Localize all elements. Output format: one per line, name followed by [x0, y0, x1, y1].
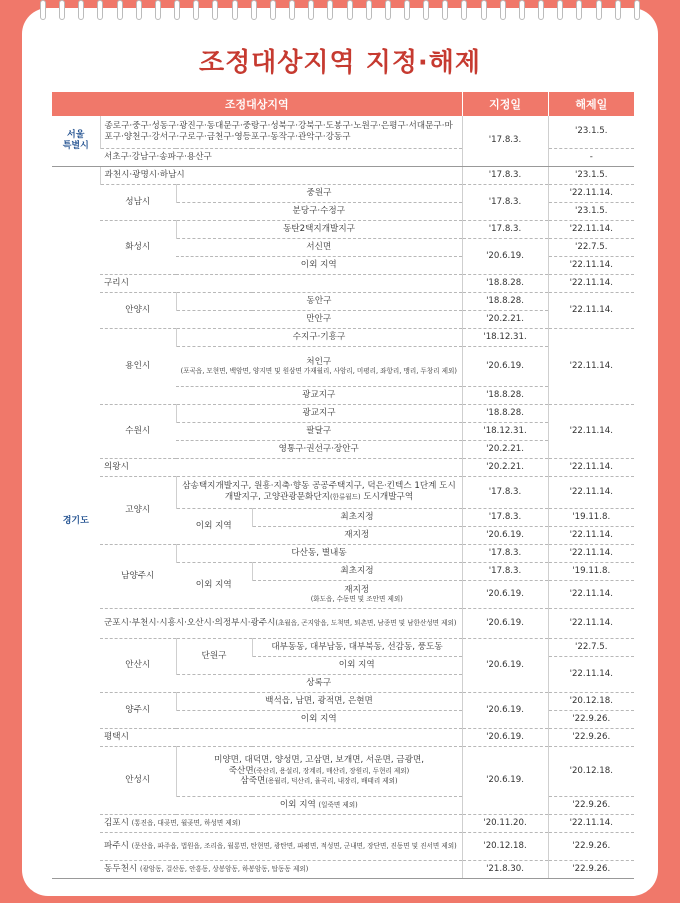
table-header-row — [52, 92, 634, 116]
regulated-area-table — [52, 92, 634, 879]
table-row: 이외 지역 최초지정 '17.8.3. '19.11.8. — [52, 562, 634, 580]
table-row: 고양시 삼송택지개발지구, 원흥·지축·향동 공공주택지구, 덕은·킨텍스 1단계 도시개발지구, 고양관광문화단지(한류월드) 도시개발구역 '17.8.3. '22.11.14. — [52, 476, 634, 508]
table-row: 동두천시 (광암동, 걸산동, 안흥동, 상봉암동, 하봉암동, 탑동동 제외) '21.8.30. '22.9.26. — [52, 860, 634, 878]
header-designated: 지정일 — [462, 92, 548, 116]
table-row: 이외 지역 최초지정 '17.8.3. '19.11.8. — [52, 508, 634, 526]
region-gyeonggi: 경기도 — [52, 166, 100, 878]
table-row: 군포시·부천시·시흥시·오산시·의정부시·광주시(초월읍, 곤지암읍, 도척면, 퇴촌면, 남종면 및 남한산성면 제외) '20.6.19. '22.11.14. — [52, 608, 634, 638]
table-row: 상록구 — [52, 674, 634, 692]
table-row: 의왕시 '20.2.21. '22.11.14. — [52, 458, 634, 476]
table-row: 화성시 동탄2택지개발지구 '17.8.3. '22.11.14. — [52, 220, 634, 238]
table-row: 파주시 (문산읍, 파주읍, 법원읍, 조리읍, 월롱면, 탄현면, 광탄면, 파평면, 적성면, 군내면, 장단면, 진동면 및 진서면 제외) '20.12.18. '22.9.26. — [52, 832, 634, 860]
table-row: 재지정 '20.6.19. '22.11.14. — [52, 526, 634, 544]
table-row: 용인시 수지구·기흥구 '18.12.31. '22.11.14. — [52, 328, 634, 346]
table-row: 양주시 백석읍, 남면, 광적면, 은현면 '20.6.19. '20.12.18. — [52, 692, 634, 710]
table-row: 이외 지역 '22.11.14. — [52, 256, 634, 274]
table-row: 수원시 광교지구 '18.8.28. '22.11.14. — [52, 404, 634, 422]
table-row: 영통구·권선구·장안구 '20.2.21. — [52, 440, 634, 458]
table-row: 서초구·강남구·송파구·용산구 - — [52, 148, 634, 166]
table-row: 팔달구 '18.12.31. — [52, 422, 634, 440]
table-row: 남양주시 다산동, 별내동 '17.8.3. '22.11.14. — [52, 544, 634, 562]
table-row: 안산시 단원구 대부동동, 대부남동, 대부북동, 선감동, 풍도동 '20.6.19. '22.7.5. — [52, 638, 634, 656]
table-row: 김포시 (통진읍, 대곶면, 월곶면, 하성면 제외) '20.11.20. '22.11.14. — [52, 814, 634, 832]
page-title: 조정대상지역 지정·해제 — [198, 48, 482, 78]
table-row: 이외 지역 (일죽면 제외) '22.9.26. — [52, 796, 634, 814]
table-row: 이외 지역 '22.9.26. — [52, 710, 634, 728]
table-row: 처인구 (포곡읍, 모현면, 백암면, 양지면 및 원삼면 가재월리, 사암리, 미평리, 좌항리, 맹리, 두창리 제외) '20.6.19. — [52, 346, 634, 386]
table-row: 서울 특별시 종로구·중구·성동구·광진구·동대문구·중랑구·성북구·강북구·도봉구·노원구·은평구·서대문구·마포구·양천구·강서구·구로구·금천구·영등포구·동작구·관악구·강동구 '17.8.3. '23.1.5. — [52, 116, 634, 148]
table-row: 안양시 동안구 '18.8.28. '22.11.14. — [52, 292, 634, 310]
binder-rings — [40, 0, 640, 22]
region-seoul: 서울 특별시 — [52, 116, 100, 166]
table-row: 평택시 '20.6.19. '22.9.26. — [52, 728, 634, 746]
table-row: 서신면 '20.6.19. '22.7.5. — [52, 238, 634, 256]
table-row: 안성시 미양면, 대덕면, 양성면, 고삼면, 보개면, 서운면, 금광면, 죽산면(죽산리, 용설리, 장계리, 매산리, 장원리, 두현리 제외) 삼죽면(용월리, 덕산리, 율곡리, 내장리, 배태리 제외) '20.6.19. '20.12.18. — [52, 746, 634, 796]
table-row: 성남시 중원구 '17.8.3. '22.11.14. — [52, 184, 634, 202]
table-row: 재지정 (화도읍, 수동면 및 조안면 제외) '20.6.19. '22.11.14. — [52, 580, 634, 608]
header-released: 해제일 — [548, 92, 634, 116]
header-area: 조정대상지역 — [52, 92, 462, 116]
table-row: 경기도 과천시·광명시·하남시 '17.8.3. '23.1.5. — [52, 166, 634, 184]
table-row: 광교지구 '18.8.28. — [52, 386, 634, 404]
table-row: 만안구 '20.2.21. — [52, 310, 634, 328]
table-row: 구리시 '18.8.28. '22.11.14. — [52, 274, 634, 292]
table-row: 이외 지역 '22.11.14. — [52, 656, 634, 674]
table-row: 분당구·수정구 '23.1.5. — [52, 202, 634, 220]
